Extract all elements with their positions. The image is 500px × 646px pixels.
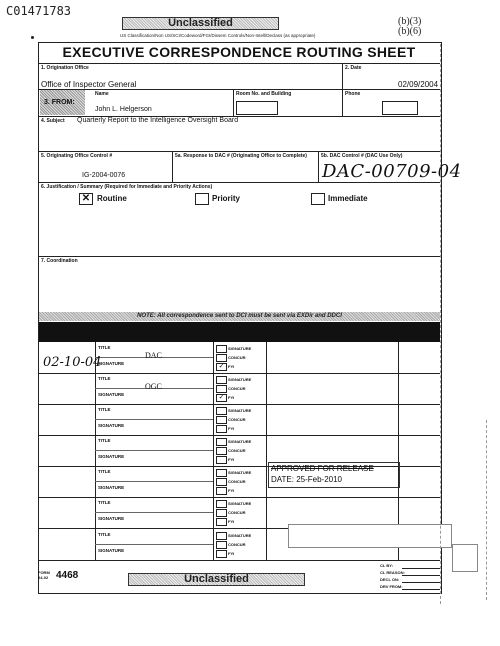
redaction-box	[288, 524, 452, 548]
decl-on: DECL ON:	[380, 577, 400, 582]
row7-title-label: TITLE	[98, 532, 111, 537]
row6-title-label: TITLE	[98, 500, 111, 505]
row1-title-label: TITLE	[98, 345, 111, 350]
release-stamp	[268, 462, 400, 488]
row5-fyi-box[interactable]	[216, 487, 227, 495]
name-label: Name	[95, 91, 109, 97]
room-label: Room No. and Building	[236, 91, 292, 97]
row6-signature-box[interactable]	[216, 500, 227, 508]
coordination-label: 7. Coordination	[41, 258, 78, 264]
release-stamp-line1: APPROVED FOR RELEASE	[271, 464, 374, 473]
rule	[95, 419, 213, 420]
row6-fyi-box[interactable]	[216, 518, 227, 526]
row2-title-label: TITLE	[98, 376, 111, 381]
form-label: FORM 04-02	[38, 570, 50, 580]
name-value: John L. Helgerson	[95, 106, 152, 113]
orig-control-label: 5. Originating Office Control #	[41, 153, 113, 159]
row2-signature-opt: SIGNATURE	[228, 377, 252, 382]
routine-label: Routine	[97, 194, 127, 203]
justification-label: 6. Justification / Summary (Required for Immediate and Priority Actions)	[41, 184, 213, 190]
row5-signature-opt: SIGNATURE	[228, 470, 252, 475]
scan-dot	[31, 36, 34, 39]
rule	[318, 151, 319, 182]
row3-fyi-opt: FYI	[228, 426, 235, 431]
row4-concur-box[interactable]	[216, 447, 227, 455]
immediate-label: Immediate	[328, 194, 368, 203]
rule	[402, 575, 440, 576]
orig-control-value: IG-2004-0076	[82, 172, 126, 179]
row1-fyi-opt: FYI	[228, 364, 235, 369]
row5-signature-box[interactable]	[216, 469, 227, 477]
row7-concur-opt: CONCUR	[228, 542, 246, 547]
row2-fyi-opt: FYI	[228, 395, 235, 400]
row7-concur-box[interactable]	[216, 541, 227, 549]
row3-title-label: TITLE	[98, 407, 111, 412]
rule	[39, 560, 440, 561]
note-bar: NOTE: All correspondence sent to DCI must be sent via EXDir and DDCI	[39, 312, 440, 321]
response-label: 5a. Response to DAC # (Originating Office to Complete)	[175, 153, 307, 159]
row2-title-value: OGC	[145, 382, 162, 391]
row2-concur-opt: CONCUR	[228, 386, 246, 391]
row7-signature-opt: SIGNATURE	[228, 533, 252, 538]
form-number: 4468	[56, 570, 79, 581]
exemption-b3: (b)(3)	[398, 16, 422, 27]
row2-signature-label: SIGNATURE	[98, 392, 125, 397]
row4-fyi-box[interactable]	[216, 456, 227, 464]
row3-concur-opt: CONCUR	[228, 417, 246, 422]
rule	[95, 544, 213, 545]
rule	[402, 589, 440, 590]
priority-checkbox[interactable]	[195, 193, 209, 205]
redaction-box-small	[452, 544, 478, 572]
rule	[39, 373, 440, 374]
row5-concur-box[interactable]	[216, 478, 227, 486]
row7-fyi-opt: FYI	[228, 551, 235, 556]
row5-concur-opt: CONCUR	[228, 479, 246, 484]
bottom-classification-banner: Unclassified	[128, 573, 305, 586]
rule	[39, 435, 440, 436]
row5-fyi-opt: FYI	[228, 488, 235, 493]
immediate-checkbox[interactable]	[311, 193, 325, 205]
row1-signature-label: SIGNATURE	[98, 361, 125, 366]
row6-signature-label: SIGNATURE	[98, 516, 125, 521]
rule	[39, 182, 440, 183]
row6-concur-box[interactable]	[216, 509, 227, 517]
rule	[95, 481, 213, 482]
from-label: 3. FROM:	[44, 99, 75, 106]
dac-control-label: 5b. DAC Control # (DAC Use Only)	[321, 153, 403, 159]
row1-title-value: DAC	[145, 351, 162, 360]
row3-fyi-box[interactable]	[216, 425, 227, 433]
row2-concur-box[interactable]	[216, 385, 227, 393]
row4-signature-box[interactable]	[216, 438, 227, 446]
origination-office-label: 1. Origination Office	[41, 65, 89, 71]
row1-concur-box[interactable]	[216, 354, 227, 362]
exemption-b6: (b)(6)	[398, 26, 422, 37]
rule	[39, 89, 440, 90]
row5-title-label: TITLE	[98, 469, 111, 474]
row6-signature-opt: SIGNATURE	[228, 501, 252, 506]
row6-concur-opt: CONCUR	[228, 510, 246, 515]
row4-signature-label: SIGNATURE	[98, 454, 125, 459]
row1-concur-opt: CONCUR	[228, 355, 246, 360]
scan-margin-line	[486, 420, 487, 600]
row4-signature-opt: SIGNATURE	[228, 439, 252, 444]
cl-reason: CL REASON:	[380, 570, 405, 575]
row3-concur-box[interactable]	[216, 416, 227, 424]
classification-line: US Classification/Non US/SCI/Codeword/FGI/Dissem Controls/Non-Intell/Declass (as appropriate)	[120, 33, 316, 38]
row1-date: 02-10-04	[43, 355, 102, 370]
rule	[172, 151, 173, 182]
cl-by: CL BY:	[380, 563, 393, 568]
row6-fyi-opt: FYI	[228, 519, 235, 524]
row7-fyi-box[interactable]	[216, 550, 227, 558]
release-stamp-line2: DATE: 25-Feb-2010	[271, 475, 342, 484]
row5-signature-label: SIGNATURE	[98, 485, 125, 490]
phone-field[interactable]	[382, 101, 418, 115]
row1-fyi-box[interactable]: ✓	[216, 363, 227, 371]
routine-checkbox[interactable]: ✕	[79, 193, 93, 205]
dac-control-value: DAC-00709-04	[322, 161, 462, 182]
top-classification-banner: Unclassified	[122, 17, 279, 30]
row7-signature-label: SIGNATURE	[98, 548, 125, 553]
row4-fyi-opt: FYI	[228, 457, 235, 462]
rule	[39, 256, 440, 257]
origination-office-value: Office of Inspector General	[41, 80, 137, 89]
row7-signature-box[interactable]	[216, 532, 227, 540]
scan-margin-line	[440, 44, 441, 604]
row1-signature-opt: SIGNATURE	[228, 346, 252, 351]
black-header-bar	[39, 322, 440, 342]
rule	[342, 89, 343, 116]
row4-title-label: TITLE	[98, 438, 111, 443]
rule	[233, 89, 234, 116]
rule	[95, 450, 213, 451]
row3-signature-opt: SIGNATURE	[228, 408, 252, 413]
rule	[39, 404, 440, 405]
row2-fyi-box[interactable]: ✓	[216, 394, 227, 402]
form-title: EXECUTIVE CORRESPONDENCE ROUTING SHEET	[62, 44, 416, 60]
subject-value: Quarterly Report to the Intelligence Oversight Board	[77, 117, 239, 124]
rule	[39, 497, 440, 498]
rule	[95, 512, 213, 513]
rule	[402, 582, 440, 583]
rule	[39, 63, 440, 64]
row4-concur-opt: CONCUR	[228, 448, 246, 453]
date-value: 02/09/2004	[398, 80, 439, 89]
row3-signature-label: SIGNATURE	[98, 423, 125, 428]
rule	[402, 568, 440, 569]
document-id: C01471783	[6, 4, 72, 18]
subject-label: 4. Subject	[41, 118, 65, 124]
row3-signature-box[interactable]	[216, 407, 227, 415]
rule	[39, 151, 440, 152]
room-field[interactable]	[236, 101, 278, 115]
row1-signature-box[interactable]	[216, 345, 227, 353]
priority-label: Priority	[212, 194, 241, 203]
rule	[342, 63, 343, 89]
row2-signature-box[interactable]	[216, 376, 227, 384]
drv-from: DRV FROM:	[380, 584, 403, 589]
phone-label: Phone	[345, 91, 361, 97]
date-label: 2. Date	[345, 65, 362, 71]
